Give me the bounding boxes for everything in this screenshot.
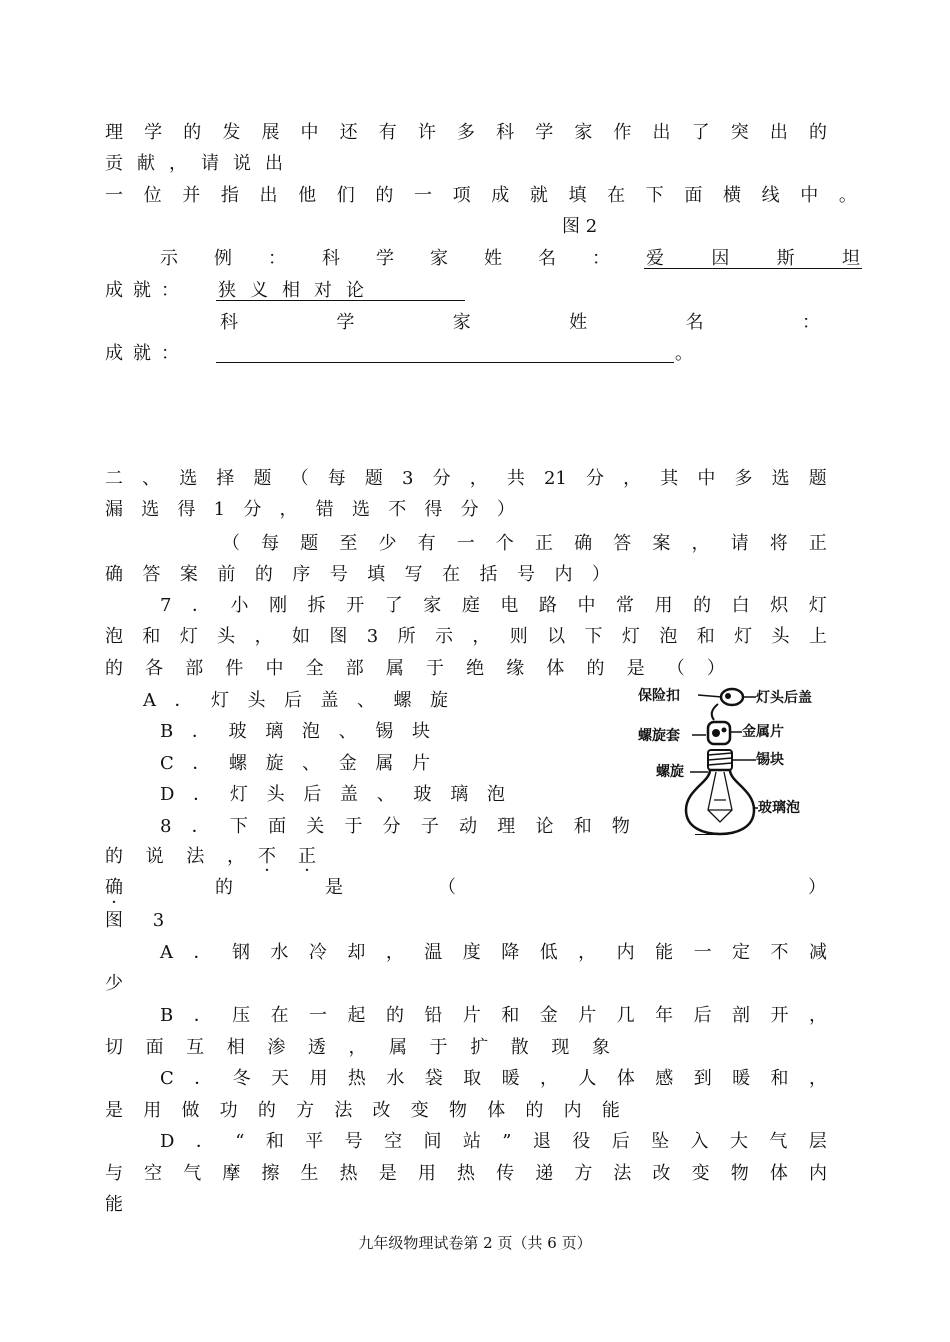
- achievement-label: 成就：: [105, 280, 189, 301]
- scientist-name-label: 科 学 家 姓 名 ：: [220, 312, 820, 333]
- fig-label-tin-block: 锡块: [756, 752, 784, 768]
- example-achievement: 狭义相对论: [218, 280, 378, 301]
- figure-3-caption: 图 3: [105, 910, 177, 931]
- q8-line3-a: [105, 876, 123, 900]
- fig-label-glass-bulb: 玻璃泡: [758, 800, 800, 816]
- section2-instruction: （ 每 题 至 少 有 一 个 正 确 答 案 ， 请 将 正: [222, 533, 827, 554]
- q8-option-d-line1: D ． “ 和 平 号 空 间 站 ” 退 役 后 坠 入 大 气 层: [160, 1131, 827, 1152]
- q8-line1: 8 ． 下 面 关 于 分 子 动 理 论 和 物: [160, 816, 630, 837]
- achievement-answer-line[interactable]: [216, 362, 674, 363]
- q8-option-d-line3: 能: [105, 1194, 123, 1215]
- q7-line1: 7 ． 小 刚 拆 开 了 家 庭 电 路 中 常 用 的 白 炽 灯: [160, 595, 827, 616]
- section2-line2: 漏 选 得 1 分 ， 错 选 不 得 分 ）: [105, 499, 515, 520]
- achievement-label-2: 成就：: [105, 343, 189, 364]
- section2-line4: 确 答 案 前 的 序 号 填 写 在 括 号 内 ）: [105, 564, 610, 585]
- q7-option-a: A ． 灯 头 后 盖 、 螺 旋: [143, 690, 448, 711]
- q8-line3-b: 的 是: [215, 877, 343, 898]
- q7-option-d: D ． 灯 头 后 盖 、 玻 璃 泡: [160, 784, 505, 805]
- q7-line3: 的 各 部 件 中 全 部 属 于 绝 缘 体 的 是 （ ）: [105, 658, 725, 679]
- section2-title: 二 、 选 择 题 （ 每 题 3 分 ， 共 21 分 ， 其 中 多 选 题: [105, 468, 827, 489]
- q8-option-a-line2: 少: [105, 973, 123, 994]
- q6-line3: 一 位 并 指 出 他 们 的 一 项 成 就 填 在 下 面 横 线 中 。: [105, 185, 857, 206]
- q8-option-d-line2: 与 空 气 摩 擦 生 热 是 用 热 传 递 方 法 改 变 物 体 内: [105, 1163, 827, 1184]
- fig-label-lamp-back-cover: 灯头后盖: [756, 690, 812, 706]
- q8-emph-char: 确: [105, 877, 123, 898]
- q8-paren-close: ）: [808, 877, 826, 898]
- example-name-underline: [644, 268, 862, 269]
- example-scientist-label: 示 例 ： 科 学 家 姓 名 ：: [160, 248, 610, 269]
- fig-label-metal-piece: 金属片: [742, 724, 784, 740]
- q8-line2-b-emphasis: 不 · 正 ·: [258, 845, 316, 869]
- q8-option-c-line2: 是 用 做 功 的 方 法 改 变 物 体 的 内 能: [105, 1100, 620, 1121]
- figure-3-bulb-diagram: [638, 682, 838, 837]
- fig-label-screw-sleeve: 螺旋套: [638, 728, 680, 744]
- example-scientist-name: 爱 因 斯 坦: [646, 248, 860, 269]
- q8-paren-open: （: [438, 877, 456, 898]
- q8-option-b-line2: 切 面 互 相 渗 透 ， 属 于 扩 散 现 象: [105, 1037, 610, 1058]
- q7-option-b: B ． 玻 璃 泡 、 锡 块: [160, 721, 430, 742]
- q7-line2: 泡 和 灯 头 ， 如 图 3 所 示 ， 则 以 下 灯 泡 和 灯 头 上: [105, 626, 827, 647]
- q6-line1: 理 学 的 发 展 中 还 有 许 多 科 学 家 作 出 了 突 出 的: [105, 122, 827, 143]
- q8-line2-a: 的 说 法 ，: [105, 846, 245, 867]
- fig-label-safety-buckle: 保险扣: [638, 688, 680, 704]
- q8-option-b-line1: B ． 压 在 一 起 的 铅 片 和 金 片 几 年 后 剖 开 ，: [160, 1005, 827, 1026]
- example-achievement-underline: [216, 300, 465, 301]
- period: 。: [675, 343, 693, 364]
- page-footer: 九年级物理试卷第 2 页（共 6 页）: [358, 1234, 592, 1252]
- fig-label-screw: 螺旋: [656, 764, 684, 780]
- q8-line1-trailing-mark: [695, 834, 715, 835]
- q8-option-a-line1: A ． 钢 水 冷 却 ， 温 度 降 低 ， 内 能 一 定 不 减: [160, 942, 827, 963]
- q6-line2: 贡献，请说出: [105, 153, 297, 174]
- figure-2-label: 图 2: [562, 216, 598, 237]
- q7-option-c: C ． 螺 旋 、 金 属 片: [160, 753, 430, 774]
- q8-option-c-line1: C ． 冬 天 用 热 水 袋 取 暖 ， 人 体 感 到 暖 和 ，: [160, 1068, 827, 1089]
